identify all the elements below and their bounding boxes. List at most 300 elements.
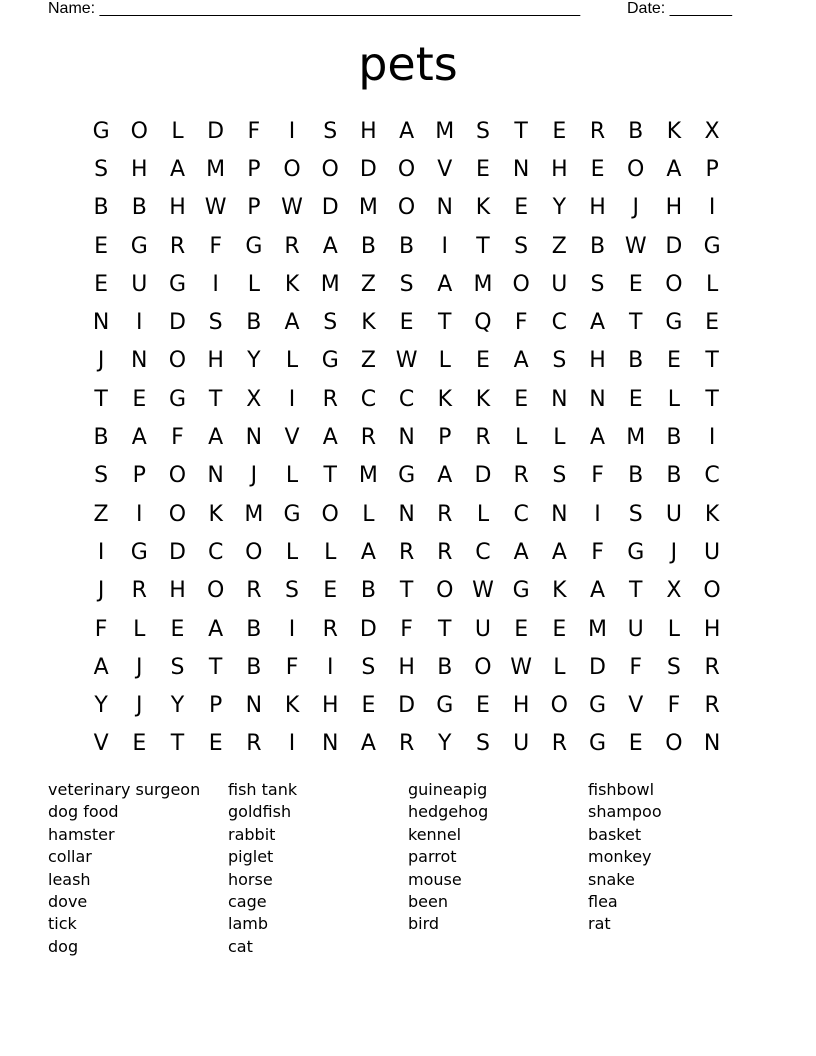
- grid-cell: R: [169, 233, 186, 259]
- grid-cell: P: [132, 463, 146, 489]
- grid-cell: H: [551, 156, 568, 182]
- grid-cell: O: [283, 156, 301, 182]
- grid-cell: E: [552, 118, 567, 144]
- grid-cell: M: [206, 156, 226, 182]
- word-list-item: basket: [588, 824, 642, 844]
- grid-cell: O: [397, 195, 416, 221]
- name-field: Name: ______________________________________________________: [48, 0, 581, 17]
- grid-cell: S: [399, 271, 414, 297]
- grid-cell: H: [665, 195, 683, 221]
- grid-cell: F: [591, 463, 604, 489]
- word-list-item: lamb: [228, 914, 268, 934]
- grid-cell: A: [131, 425, 147, 451]
- grid-cell: O: [436, 578, 454, 604]
- grid-cell: I: [288, 118, 296, 144]
- grid-cell: B: [93, 195, 109, 221]
- grid-cell: O: [245, 539, 263, 565]
- grid-cell: H: [169, 578, 186, 604]
- grid-cell: A: [513, 539, 529, 565]
- grid-cell: F: [94, 616, 108, 642]
- grid-cell: U: [131, 271, 148, 297]
- grid-cell: B: [628, 118, 644, 144]
- grid-cell: S: [323, 118, 338, 144]
- grid-cell: M: [244, 501, 264, 527]
- grid-cell: T: [170, 731, 185, 757]
- grid-cell: M: [435, 118, 455, 144]
- grid-cell: U: [627, 616, 644, 642]
- grid-cell: N: [512, 156, 530, 182]
- grid-cell: N: [551, 386, 568, 412]
- grid-cell: I: [441, 233, 449, 259]
- grid-cell: S: [514, 233, 529, 259]
- grid-cell: B: [360, 233, 376, 259]
- grid-cell: E: [132, 386, 147, 412]
- grid-cell: O: [474, 654, 492, 680]
- grid-cell: J: [250, 463, 258, 489]
- grid-cell: R: [398, 731, 415, 757]
- grid-cell: P: [247, 156, 261, 182]
- grid-cell: X: [704, 118, 720, 144]
- grid-cell: F: [171, 425, 184, 451]
- grid-cell: S: [475, 118, 490, 144]
- grid-cell: T: [438, 616, 452, 642]
- grid-cell: L: [553, 654, 566, 680]
- grid-cell: K: [284, 693, 300, 719]
- grid-cell: R: [704, 693, 720, 719]
- grid-cell: T: [208, 386, 223, 412]
- grid-cell: L: [667, 386, 681, 412]
- grid-cell: M: [320, 271, 340, 297]
- grid-cell: B: [589, 233, 606, 259]
- grid-cell: D: [589, 654, 606, 680]
- grid-cell: O: [665, 731, 683, 757]
- grid-cell: Y: [552, 195, 567, 221]
- word-list-item: fishbowl: [588, 780, 655, 799]
- grid-cell: B: [666, 463, 682, 489]
- grid-cell: O: [627, 156, 645, 182]
- grid-cell: K: [361, 310, 376, 336]
- word-list-item: veterinary surgeon: [48, 780, 201, 799]
- grid-cell: A: [437, 271, 453, 297]
- grid-cell: W: [624, 233, 647, 259]
- grid-cell: Y: [438, 731, 452, 757]
- grid-cell: R: [398, 539, 415, 565]
- grid-cell: E: [94, 271, 109, 297]
- word-list-item: bird: [408, 914, 440, 934]
- grid-cell: H: [321, 693, 339, 719]
- grid-cell: B: [628, 348, 644, 374]
- grid-cell: J: [670, 539, 678, 565]
- grid-cell: D: [398, 693, 416, 719]
- grid-cell: C: [475, 539, 491, 565]
- grid-cell: H: [169, 195, 186, 221]
- word-list-item: dog: [48, 936, 79, 956]
- grid-cell: R: [704, 654, 720, 680]
- grid-cell: R: [475, 425, 491, 451]
- grid-cell: R: [437, 539, 453, 565]
- grid-cell: O: [168, 348, 187, 374]
- grid-cell: U: [513, 731, 530, 757]
- grid-cell: N: [245, 693, 263, 719]
- grid-cell: T: [208, 654, 223, 680]
- grid-cell: E: [132, 731, 147, 757]
- grid-cell: F: [629, 654, 643, 680]
- grid-cell: J: [136, 693, 143, 719]
- grid-cell: H: [131, 156, 148, 182]
- grid-cell: M: [588, 616, 608, 642]
- grid-cell: K: [284, 271, 300, 297]
- word-list-item: leash: [48, 869, 91, 889]
- date-field: Date: _______: [627, 0, 732, 17]
- grid-cell: U: [704, 539, 721, 565]
- grid-cell: A: [590, 578, 606, 604]
- grid-cell: C: [704, 463, 720, 489]
- grid-cell: G: [168, 386, 186, 412]
- grid-cell: T: [628, 310, 643, 336]
- grid-cell: P: [705, 156, 719, 182]
- grid-cell: E: [628, 386, 643, 412]
- grid-cell: K: [475, 195, 491, 221]
- grid-cell: P: [209, 693, 223, 719]
- grid-cell: A: [284, 310, 300, 336]
- grid-cell: D: [207, 118, 225, 144]
- grid-cell: J: [97, 348, 105, 374]
- grid-cell: R: [589, 118, 606, 144]
- grid-cell: D: [168, 310, 186, 336]
- grid-cell: D: [665, 233, 683, 259]
- grid-cell: R: [284, 233, 300, 259]
- word-list-item: piglet: [228, 847, 274, 867]
- grid-cell: E: [476, 156, 490, 182]
- grid-cell: A: [360, 539, 376, 565]
- grid-cell: I: [288, 386, 296, 412]
- grid-cell: D: [168, 539, 186, 565]
- grid-cell: T: [438, 310, 452, 336]
- grid-cell: W: [204, 195, 227, 221]
- grid-cell: A: [360, 731, 376, 757]
- grid-cell: T: [399, 578, 414, 604]
- grid-cell: H: [398, 654, 415, 680]
- grid-cell: I: [136, 501, 143, 527]
- grid-cell: A: [322, 425, 338, 451]
- grid-cell: T: [323, 463, 337, 489]
- grid-cell: G: [130, 233, 148, 259]
- word-list-item: fish tank: [228, 780, 298, 799]
- grid-cell: V: [93, 731, 109, 757]
- grid-cell: K: [666, 118, 682, 144]
- grid-cell: G: [589, 693, 607, 719]
- grid-cell: O: [397, 156, 416, 182]
- grid-cell: E: [590, 156, 605, 182]
- grid-cell: L: [285, 348, 299, 374]
- grid-cell: M: [358, 463, 378, 489]
- grid-cell: N: [131, 348, 148, 374]
- grid-cell: U: [551, 271, 568, 297]
- grid-cell: L: [705, 271, 719, 297]
- grid-cell: X: [666, 578, 682, 604]
- grid-cell: O: [550, 693, 568, 719]
- word-list-item: snake: [588, 869, 635, 889]
- grid-cell: H: [703, 616, 721, 642]
- grid-cell: W: [395, 348, 418, 374]
- grid-cell: S: [552, 348, 567, 374]
- grid-cell: F: [247, 118, 261, 144]
- grid-cell: O: [130, 118, 148, 144]
- grid-cell: A: [93, 654, 109, 680]
- grid-cell: O: [512, 271, 530, 297]
- grid-cell: E: [628, 271, 643, 297]
- grid-cell: A: [208, 616, 224, 642]
- grid-cell: S: [208, 310, 223, 336]
- grid-cell: H: [512, 693, 530, 719]
- grid-cell: V: [437, 156, 453, 182]
- grid-cell: A: [590, 425, 606, 451]
- word-list-item: shampoo: [588, 802, 662, 822]
- grid-cell: F: [514, 310, 528, 336]
- grid-cell: F: [667, 693, 681, 719]
- grid-cell: M: [473, 271, 493, 297]
- grid-cell: I: [594, 501, 601, 527]
- grid-cell: J: [97, 578, 105, 604]
- grid-cell: R: [322, 616, 338, 642]
- grid-cell: W: [281, 195, 303, 221]
- grid-cell: N: [245, 425, 263, 451]
- grid-cell: L: [247, 271, 260, 297]
- word-list-item: dog food: [48, 802, 119, 822]
- grid-cell: A: [169, 156, 185, 182]
- grid-cell: L: [285, 463, 299, 489]
- grid-cell: A: [322, 233, 338, 259]
- grid-cell: E: [208, 731, 223, 757]
- grid-cell: L: [285, 539, 299, 565]
- grid-cell: E: [399, 310, 414, 336]
- grid-cell: O: [703, 578, 721, 604]
- grid-cell: L: [324, 539, 337, 565]
- grid-cell: T: [514, 118, 528, 144]
- word-list-item: horse: [228, 869, 273, 889]
- grid-cell: R: [437, 501, 453, 527]
- grid-cell: S: [94, 156, 109, 182]
- grid-cell: X: [246, 386, 262, 412]
- grid-cell: B: [246, 654, 262, 680]
- grid-cell: L: [438, 348, 451, 374]
- grid-cell: L: [362, 501, 375, 527]
- grid-cell: S: [628, 501, 643, 527]
- word-list-item: mouse: [408, 869, 462, 889]
- word-list-item: been: [408, 891, 448, 911]
- grid-cell: N: [436, 195, 454, 221]
- grid-cell: N: [398, 501, 415, 527]
- grid-cell: A: [513, 348, 529, 374]
- grid-cell: B: [437, 654, 453, 680]
- grid-cell: Q: [474, 310, 492, 336]
- grid-cell: S: [285, 578, 300, 604]
- grid-cell: R: [246, 578, 262, 604]
- word-list: [48, 780, 768, 959]
- grid-cell: E: [361, 693, 376, 719]
- grid-cell: O: [168, 501, 187, 527]
- grid-cell: U: [665, 501, 682, 527]
- grid-cell: O: [168, 463, 187, 489]
- grid-cell: E: [170, 616, 185, 642]
- grid-cell: N: [589, 386, 606, 412]
- grid-cell: D: [359, 156, 377, 182]
- grid-cell: B: [399, 233, 415, 259]
- grid-cell: G: [398, 463, 416, 489]
- grid-cell: P: [247, 195, 261, 221]
- grid-cell: E: [552, 616, 567, 642]
- grid-cell: R: [360, 425, 377, 451]
- grid-cell: L: [667, 616, 681, 642]
- grid-cell: E: [476, 693, 490, 719]
- grid-cell: G: [703, 233, 721, 259]
- grid-cell: R: [246, 731, 262, 757]
- word-list-item: cat: [228, 936, 253, 956]
- grid-cell: R: [551, 731, 567, 757]
- grid-cell: O: [321, 156, 339, 182]
- grid-cell: G: [321, 348, 339, 374]
- grid-cell: B: [628, 463, 644, 489]
- grid-cell: J: [632, 195, 639, 221]
- grid-cell: H: [207, 348, 224, 374]
- grid-cell: D: [321, 195, 339, 221]
- grid-cell: I: [708, 195, 716, 221]
- grid-cell: K: [437, 386, 452, 412]
- grid-cell: V: [628, 693, 644, 719]
- grid-cell: C: [513, 501, 529, 527]
- grid-cell: L: [133, 616, 146, 642]
- grid-cell: Y: [247, 348, 261, 374]
- word-list-item: parrot: [408, 847, 457, 867]
- grid-cell: I: [288, 616, 296, 642]
- grid-cell: K: [208, 501, 223, 527]
- grid-cell: V: [284, 425, 300, 451]
- grid-cell: E: [514, 195, 529, 221]
- word-list-item: goldfish: [228, 802, 292, 822]
- word-list-item: dove: [48, 891, 88, 911]
- word-list-item: rat: [588, 914, 611, 934]
- grid-cell: L: [553, 425, 566, 451]
- grid-cell: I: [326, 654, 334, 680]
- grid-cell: E: [94, 233, 109, 259]
- grid-cell: G: [627, 539, 645, 565]
- grid-cell: E: [514, 386, 529, 412]
- grid-cell: S: [590, 271, 605, 297]
- grid-cell: D: [474, 463, 492, 489]
- grid-cell: N: [398, 425, 415, 451]
- grid-cell: H: [589, 348, 606, 374]
- grid-cell: I: [212, 271, 219, 297]
- grid-cell: M: [358, 195, 378, 221]
- grid-cell: O: [206, 578, 225, 604]
- word-list-item: collar: [48, 847, 92, 867]
- grid-cell: A: [208, 425, 224, 451]
- grid-cell: T: [705, 348, 719, 374]
- grid-cell: N: [551, 501, 568, 527]
- grid-cell: G: [283, 501, 301, 527]
- grid-cell: L: [515, 425, 528, 451]
- letter-grid: [82, 112, 732, 763]
- grid-cell: W: [472, 578, 494, 604]
- grid-cell: S: [323, 310, 338, 336]
- grid-cell: K: [475, 386, 491, 412]
- grid-cell: L: [171, 118, 184, 144]
- grid-cell: B: [666, 425, 682, 451]
- grid-cell: I: [136, 310, 143, 336]
- grid-cell: Z: [93, 501, 109, 527]
- grid-cell: F: [400, 616, 413, 642]
- grid-cell: N: [321, 731, 339, 757]
- grid-cell: A: [551, 539, 567, 565]
- word-list-item: flea: [588, 891, 618, 911]
- grid-cell: B: [246, 616, 262, 642]
- word-list-item: guineapig: [408, 780, 488, 799]
- grid-cell: A: [590, 310, 606, 336]
- word-list-item: kennel: [408, 824, 462, 844]
- word-column: [588, 780, 768, 959]
- grid-cell: C: [398, 386, 415, 412]
- grid-cell: A: [437, 463, 453, 489]
- word-list-item: hamster: [48, 824, 115, 844]
- grid-cell: I: [288, 731, 296, 757]
- grid-cell: B: [246, 310, 262, 336]
- word-list-item: monkey: [588, 847, 652, 867]
- word-column: [48, 780, 228, 959]
- grid-cell: G: [245, 233, 263, 259]
- grid-cell: E: [323, 578, 338, 604]
- grid-cell: O: [321, 501, 339, 527]
- grid-cell: K: [704, 501, 720, 527]
- grid-cell: G: [92, 118, 110, 144]
- grid-cell: E: [476, 348, 490, 374]
- grid-cell: M: [626, 425, 646, 451]
- grid-cell: W: [510, 654, 533, 680]
- grid-cell: C: [551, 310, 568, 336]
- word-column: [408, 780, 588, 959]
- grid-cell: J: [136, 654, 143, 680]
- grid-cell: C: [360, 386, 377, 412]
- header-line: [48, 0, 748, 20]
- grid-cell: B: [131, 195, 147, 221]
- grid-cell: S: [94, 463, 109, 489]
- grid-cell: K: [552, 578, 567, 604]
- word-list-item: tick: [48, 914, 77, 934]
- grid-cell: O: [665, 271, 683, 297]
- grid-cell: N: [92, 310, 110, 336]
- page-title: pets: [358, 37, 458, 91]
- grid-cell: Z: [551, 233, 567, 259]
- grid-cell: Z: [360, 271, 376, 297]
- grid-cell: E: [666, 348, 681, 374]
- grid-cell: E: [628, 731, 643, 757]
- grid-cell: I: [97, 539, 105, 565]
- grid-cell: T: [94, 386, 108, 412]
- grid-cell: U: [474, 616, 492, 642]
- grid-cell: B: [93, 425, 109, 451]
- word-list-item: hedgehog: [408, 802, 489, 822]
- grid-cell: S: [666, 654, 681, 680]
- grid-cell: F: [591, 539, 604, 565]
- grid-cell: P: [438, 425, 452, 451]
- grid-cell: G: [665, 310, 683, 336]
- word-list-item: rabbit: [228, 824, 276, 844]
- word-column: [228, 780, 408, 959]
- grid-cell: E: [705, 310, 720, 336]
- grid-cell: G: [168, 271, 186, 297]
- grid-cell: H: [589, 195, 606, 221]
- grid-cell: S: [475, 731, 490, 757]
- grid-cell: G: [512, 578, 530, 604]
